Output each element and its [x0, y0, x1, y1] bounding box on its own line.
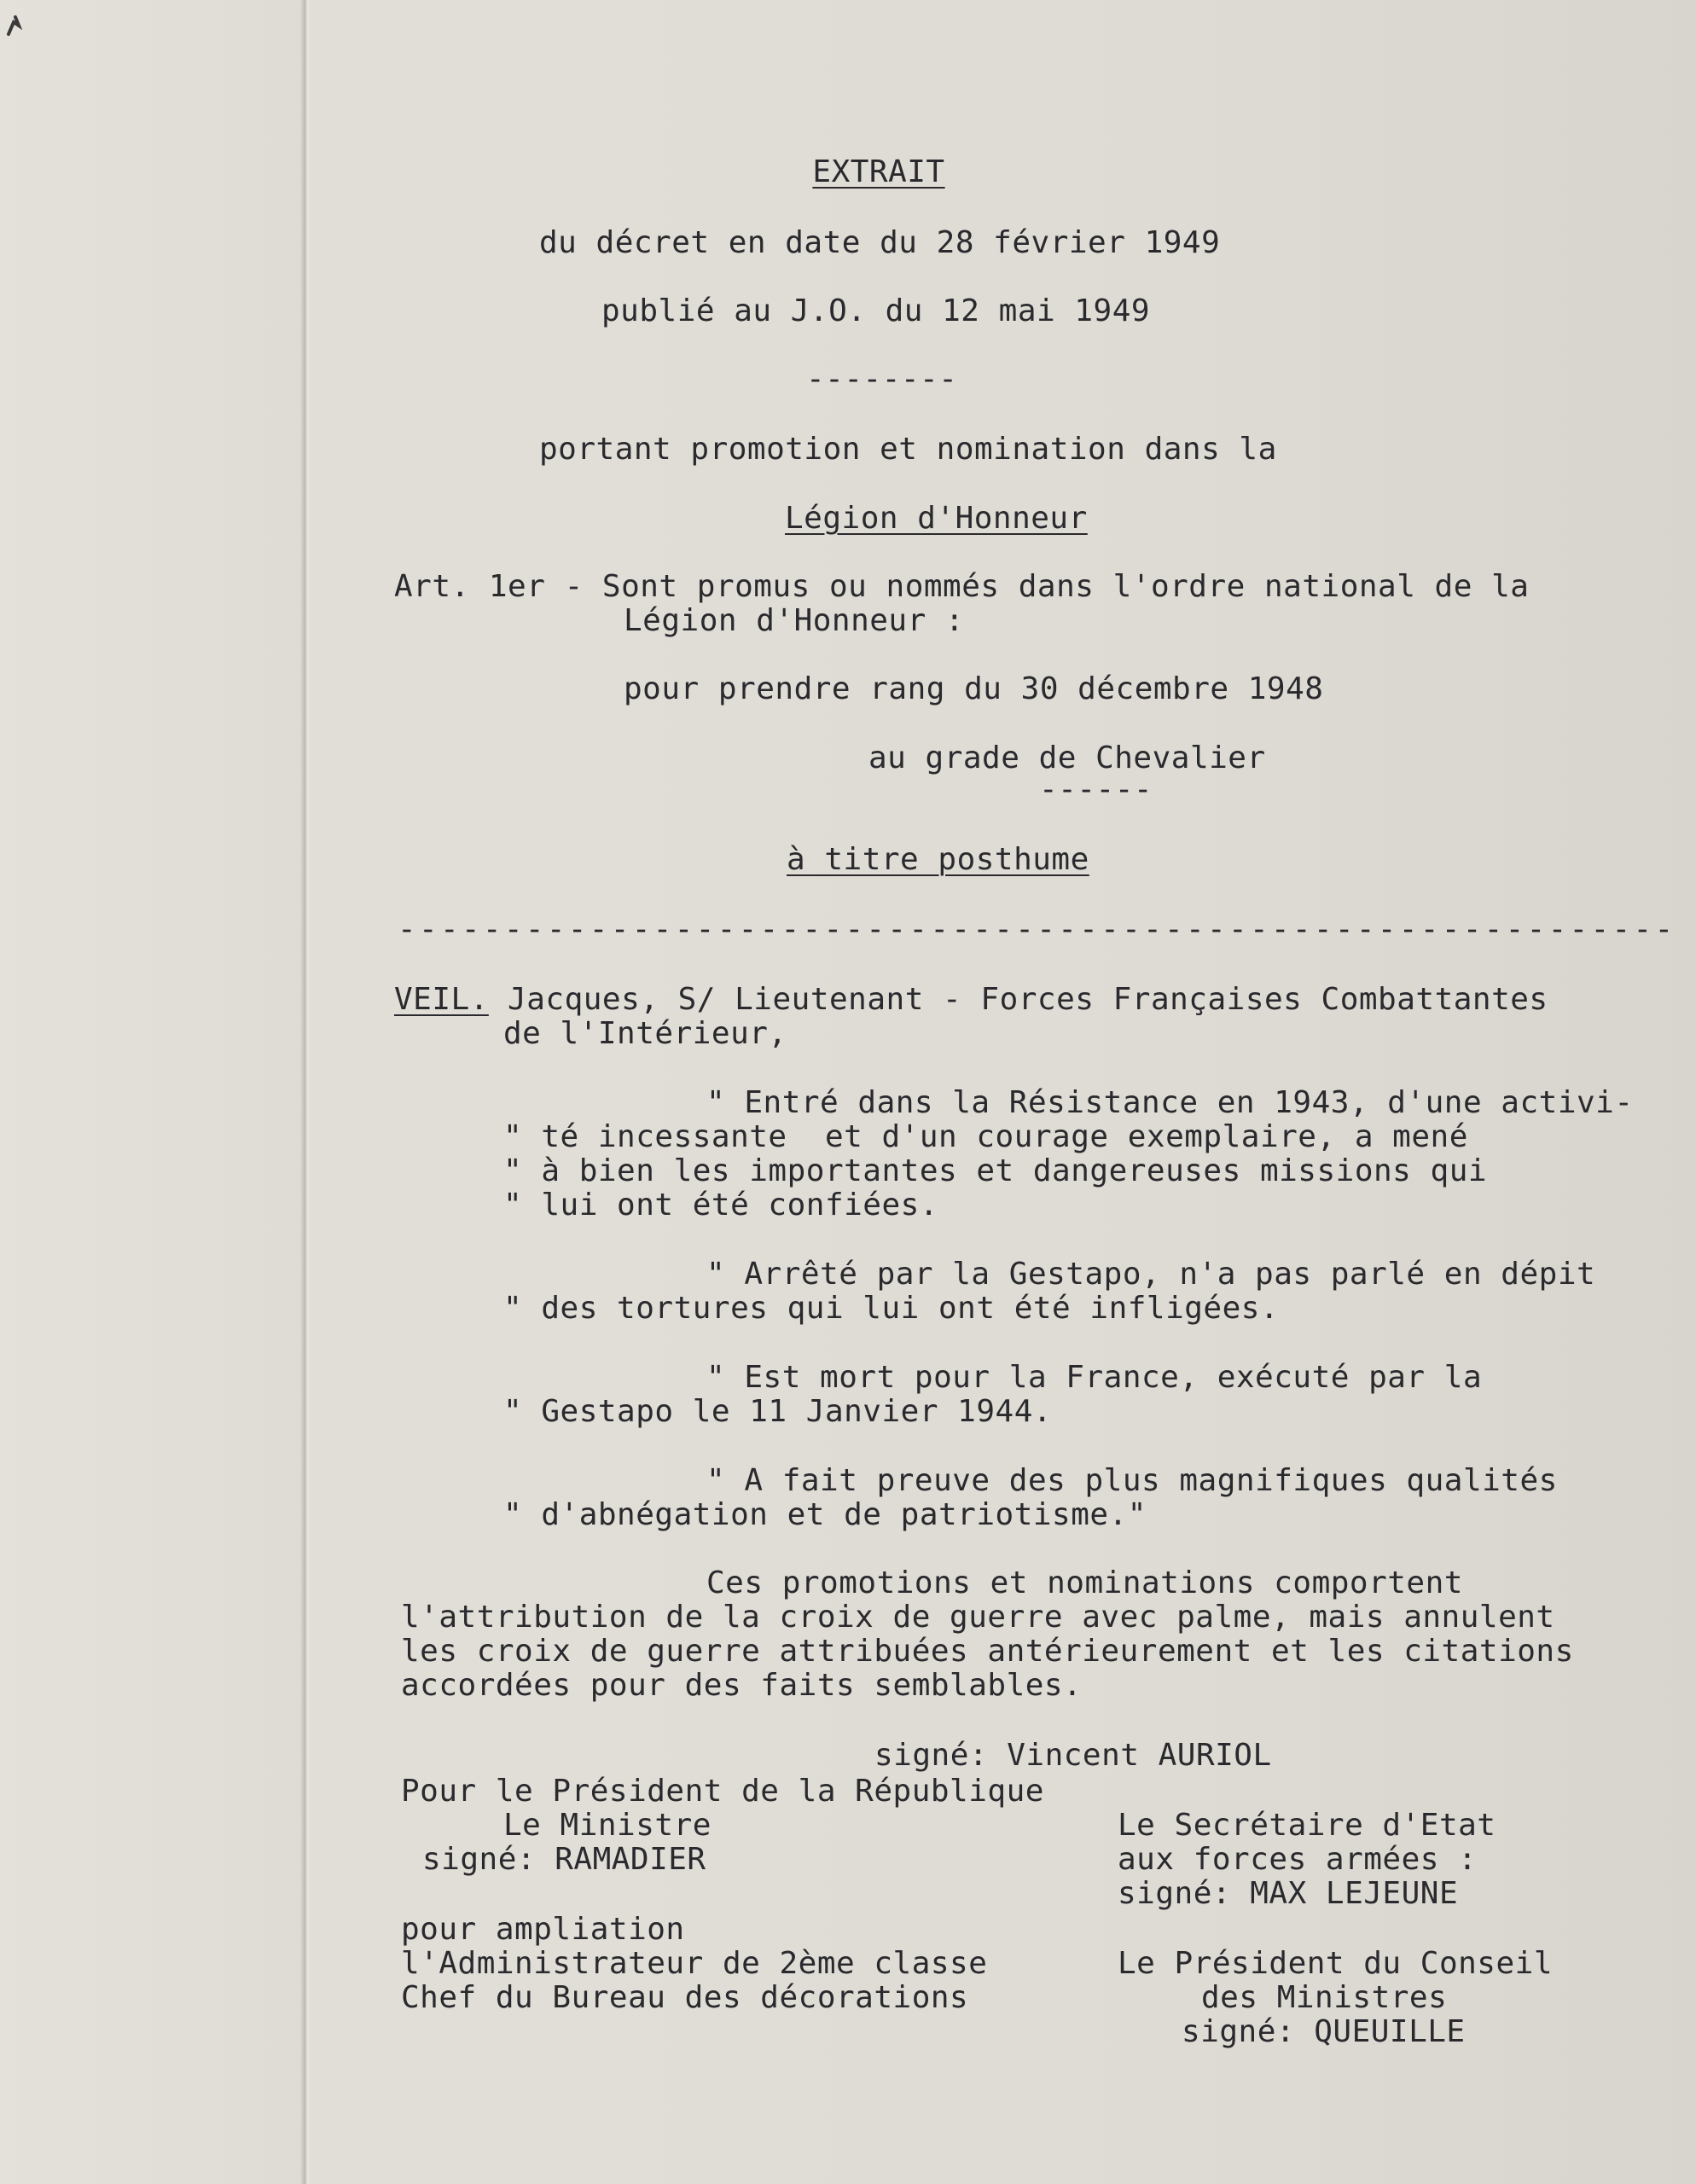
- for-president-line: Pour le Président de la République: [401, 1774, 1044, 1809]
- citation-line: " des tortures qui lui ont été infligées.: [503, 1291, 1280, 1326]
- closing-line: les croix de guerre attribuées antérieurement et les citations: [401, 1634, 1574, 1669]
- ink-mark-icon: [3, 14, 27, 39]
- decree-date-line: du décret en date du 28 février 1949: [539, 225, 1221, 260]
- secretary-signature: signé: MAX LEJEUNE: [1118, 1876, 1459, 1911]
- council-line-1: Le Président du Conseil: [1118, 1946, 1553, 1981]
- citation-line: " A fait preuve des plus magnifiques qualités: [706, 1463, 1558, 1498]
- posthumous-title: à titre posthume: [787, 842, 1089, 877]
- order-name: Légion d'Honneur: [785, 501, 1088, 536]
- publication-line: publié au J.O. du 12 mai 1949: [601, 293, 1151, 328]
- folded-left-margin: [0, 0, 303, 2184]
- secretary-line-2: aux forces armées :: [1118, 1842, 1478, 1877]
- header-separator: --------: [806, 362, 958, 397]
- citation-line: " à bien les importantes et dangereuses missions qui: [503, 1153, 1488, 1188]
- citation-line: " Est mort pour la France, exécuté par la: [706, 1360, 1483, 1395]
- paper-fold-line: [300, 0, 311, 2184]
- minister-title: Le Ministre: [503, 1808, 712, 1843]
- minister-signature: signé: RAMADIER: [422, 1842, 706, 1877]
- person-details-1: Jacques, S/ Lieutenant - Forces Françaises Combattantes: [488, 982, 1548, 1017]
- council-signature: signé: QUEUILLE: [1182, 2014, 1466, 2049]
- article-line-1: Art. 1er - Sont promus ou nommés dans l'ordre national de la: [394, 569, 1530, 604]
- ampliation-line-3: Chef du Bureau des décorations: [401, 1980, 969, 2015]
- grade-line: au grade de Chevalier: [868, 741, 1266, 775]
- citation-line: " Arrêté par la Gestapo, n'a pas parlé en dépit: [706, 1257, 1596, 1292]
- grade-separator: ------: [1039, 772, 1153, 807]
- person-line-1: [394, 983, 1548, 1017]
- document-title: EXTRAIT: [812, 154, 945, 189]
- citation-line: " Entré dans la Résistance en 1943, d'une activi-: [706, 1085, 1634, 1120]
- citation-line: " Gestapo le 11 Janvier 1944.: [503, 1394, 1053, 1429]
- ampliation-line-2: l'Administrateur de 2ème classe: [401, 1946, 988, 1981]
- president-signature: signé: Vincent AURIOL: [874, 1738, 1272, 1773]
- council-line-2: des Ministres: [1201, 1980, 1448, 2015]
- purpose-line: portant promotion et nomination dans la: [539, 432, 1277, 467]
- rank-date-line: pour prendre rang du 30 décembre 1948: [624, 671, 1324, 706]
- citation-line: " lui ont été confiées.: [503, 1188, 938, 1223]
- citation-line: " d'abnégation et de patriotisme.": [503, 1497, 1147, 1532]
- person-line-2: de l'Intérieur,: [503, 1016, 787, 1051]
- citation-line: " té incessante et d'un courage exemplaire, a mené: [503, 1119, 1468, 1154]
- closing-line: Ces promotions et nominations comportent: [706, 1565, 1463, 1600]
- long-separator: ------------------------------------------------------------: [398, 912, 1676, 947]
- closing-line: accordées pour des faits semblables.: [401, 1668, 1083, 1703]
- person-surname: VEIL.: [394, 982, 489, 1017]
- closing-line: l'attribution de la croix de guerre avec palme, mais annulent: [401, 1600, 1555, 1635]
- secretary-line-1: Le Secrétaire d'Etat: [1118, 1808, 1496, 1843]
- article-line-2: Légion d'Honneur :: [624, 603, 965, 638]
- ampliation-line-1: pour ampliation: [401, 1912, 685, 1947]
